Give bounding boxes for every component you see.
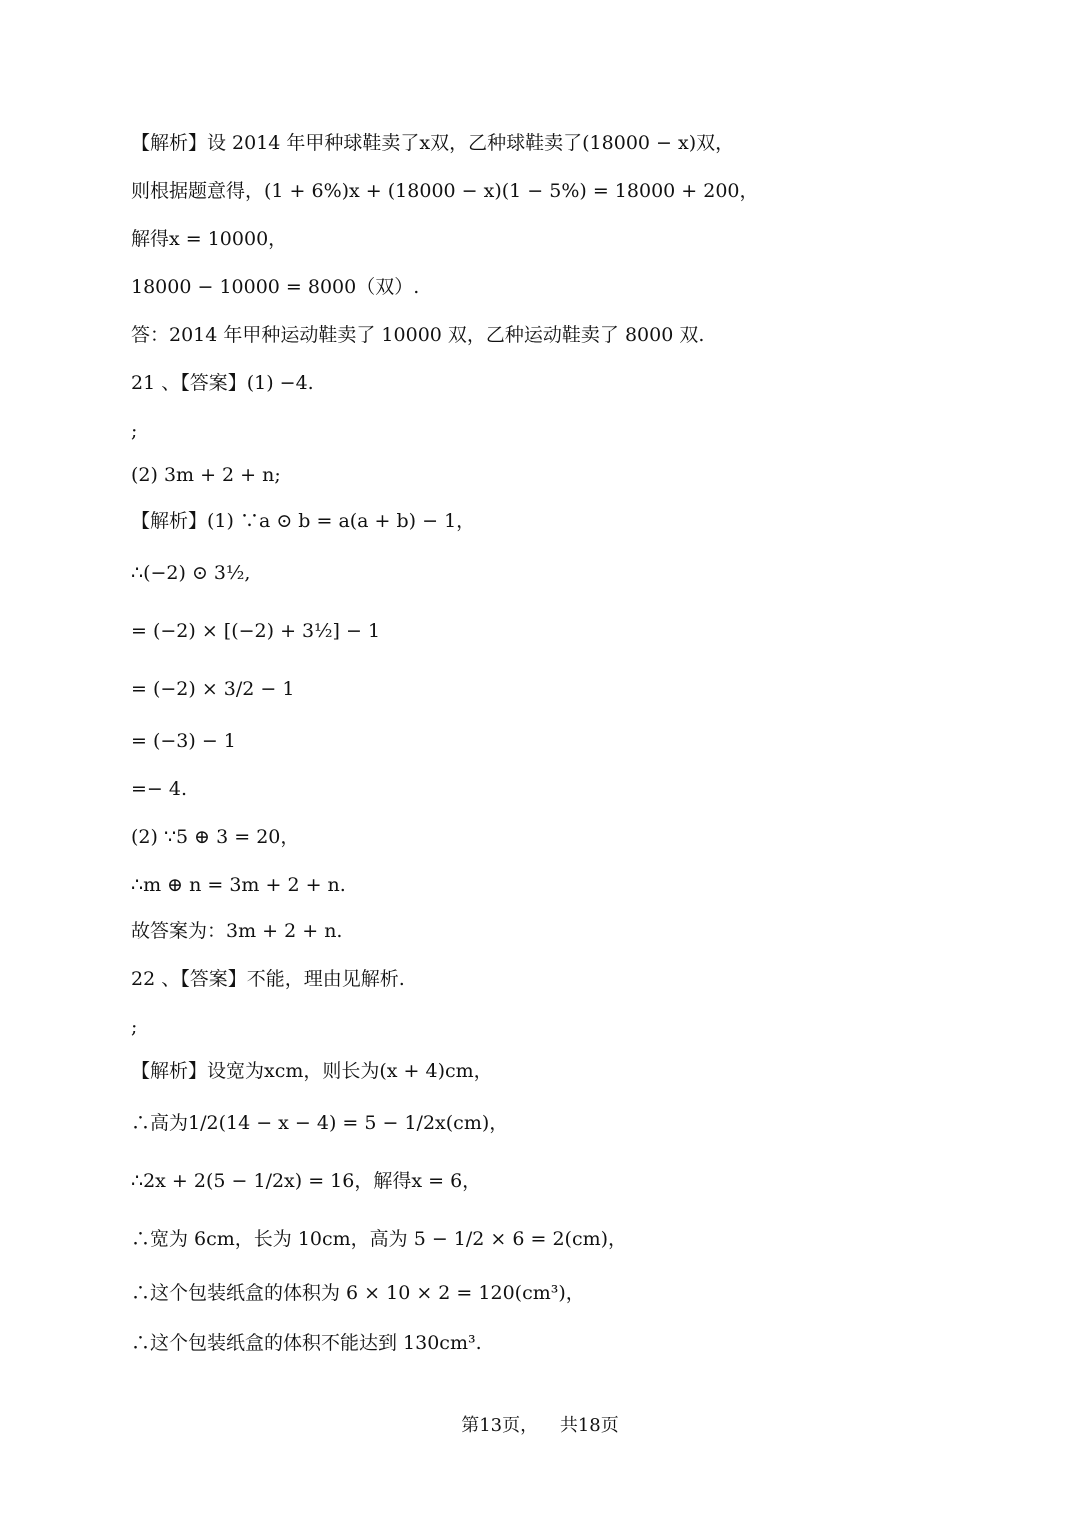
text-line: 【解析】设 2014 年甲种球鞋卖了x双，乙种球鞋卖了(18000 − x)双，: [131, 132, 735, 154]
text-line: 18000 − 10000 = 8000（双）.: [131, 276, 420, 298]
text-line: ∴高为1/2(14 − x − 4) = 5 − 1/2x(cm)，: [131, 1112, 509, 1134]
text-line: 故答案为：3m + 2 + n.: [131, 920, 343, 942]
page-number: 第13页，: [461, 1415, 539, 1436]
separator: ;: [131, 420, 138, 442]
text-line: = (−2) × 3/2 − 1: [131, 678, 295, 700]
question-22-answer: 22 、【答案】不能，理由见解析.: [131, 968, 405, 990]
separator: ;: [131, 1016, 138, 1038]
question-21-answer: 21 、【答案】(1) −4.: [131, 372, 314, 394]
text-line: = (−2) × [(−2) + 3½] − 1: [131, 620, 381, 642]
text-line: ∴(−2) ⊙ 3½,: [131, 562, 251, 584]
text-line: ∴这个包装纸盒的体积为 6 × 10 × 2 = 120(cm³)，: [131, 1282, 585, 1304]
text-line: = (−3) − 1: [131, 730, 236, 752]
text-line: 【解析】(1) ∵a ⊙ b = a(a + b) − 1，: [131, 510, 476, 532]
text-line: 【解析】设宽为xcm，则长为(x + 4)cm，: [131, 1060, 493, 1082]
text-line: ∴这个包装纸盒的体积不能达到 130cm³.: [131, 1332, 482, 1354]
text-line: =− 4.: [131, 778, 188, 800]
page-total: 共18页: [559, 1415, 619, 1436]
text-line: ∴m ⊕ n = 3m + 2 + n.: [131, 874, 346, 896]
page-footer: [0, 1411, 1080, 1437]
text-line: ∴2x + 2(5 − 1/2x) = 16，解得x = 6，: [131, 1170, 482, 1192]
text-line: 答：2014 年甲种运动鞋卖了 10000 双，乙种运动鞋卖了 8000 双.: [131, 324, 705, 346]
text-line: (2) ∵5 ⊕ 3 = 20，: [131, 826, 300, 848]
text-line: 则根据题意得，(1 + 6%)x + (18000 − x)(1 − 5%) = 18000 + 200，: [131, 180, 759, 202]
text-line: ∴宽为 6cm，长为 10cm，高为 5 − 1/2 × 6 = 2(cm)，: [131, 1228, 628, 1250]
text-line: (2) 3m + 2 + n;: [131, 464, 281, 486]
text-line: 解得x = 10000，: [131, 228, 288, 250]
